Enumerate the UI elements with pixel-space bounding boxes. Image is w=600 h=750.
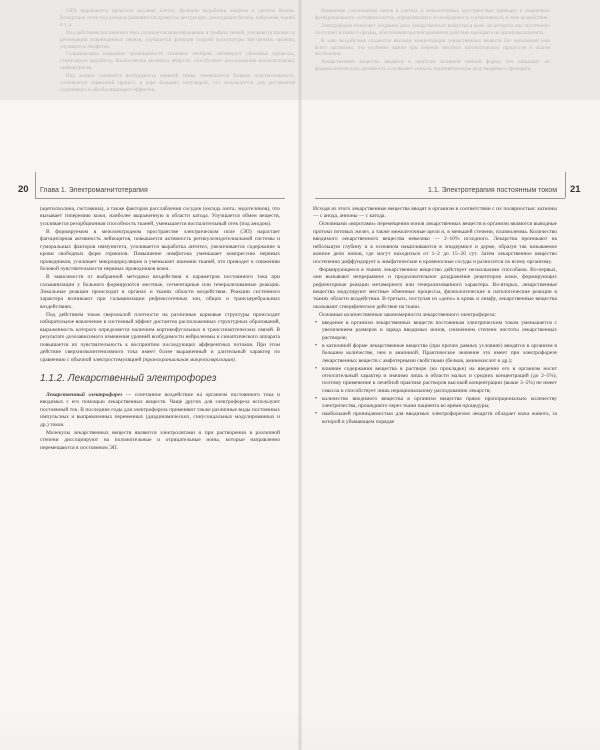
previous-paragraph: В зоне воздействия создаются высокие концентрации лекарственных веществ без насыщения ими всего организма, что особенно важно при лечении местных патологических процессов и очагов воспаления. [315,37,550,58]
previous-paragraph: (ЭП) нарушаются процессы дыхания клеток, функции выработки энергии и синтеза белков. Вследствие этого под катодом развиваются процессы деструкции, денатурации белков, набухания тканей и т. д. [60,8,295,28]
previous-paragraph: Электрофорез позволяет создавать депо лекарственного вещества в коже, из которого оно постепенно поступает в ткани и органы, обеспечивая пролонгированное действие препарата на организм пациента. [315,22,550,36]
left-header-rule [35,198,285,199]
previous-right-column [315,8,550,98]
bullet-item: • введение в организм лекарственных веществ постоянным электрическим током уменьшается с увеличением размеров и заряда вводимых ионов, снижением степени чистоты лекарственных растворов; [322,320,557,342]
definition-paragraph [40,392,280,429]
book-spine-fold [298,0,302,750]
left-running-header: Глава 1. Электромагнитотерапия [40,187,148,194]
right-page-body [313,206,557,427]
previous-paragraph: Под анодом снижается возбудимость нервной ткани, уменьшается болевая чувствительность, усиливается тормозной процесс в коре больших полушарий, что используется для достижения седативного и обезболивающего эффектов. [60,73,295,93]
body-paragraph: В формируемом в межэлектродном пространстве электрическом поле (ЭП) нарастает фагоцитарная активность лейкоцитов, повышается активность ретикулоэндотелиальной системы и гуморальных факторов иммунитета, усиливается выработка антител, увеличивается содержание в крови свободных форм гормонов. Повышение лимфотока уменьшает компрессию нервных проводников, усиливает микроциркуляцию и уменьшает ишемию тканей, что приводит к снижению болевой чувствительности нервных проводников кожи. [40,228,280,273]
right-running-header: 1.1. Электротерапия постоянным током [428,187,558,194]
bullet-item: • в катионной форме лекарственные вещества (при прочих равных условиях) вводятся в организм в большем количестве, чем в анионной. Практическое значение это имеет при электрофорезе лекарственных веществ с амфотерными свойствами (белков, аминокислот и др.); [322,343,557,365]
left-header-tick [35,172,36,198]
left-page-body [40,206,280,453]
defined-term: Лекарственный электрофорез [46,392,123,399]
body-paragraph: Молекулы лекарственных веществ являются электролитами и при растворении в различной степени диссоциируют на положительные и отрицательные ионы, которые направленно перемещаются в постоянном ЭП. [40,429,280,451]
previous-paragraph: Изменение соотношения ионов в клетках и межклеточных пространствах приводит к изменению функционального состояния клеток, определяющего их возбудимость и реактивность в зоне воздействия. [315,8,550,21]
body-paragraph [40,312,280,364]
previous-paragraph: Под действием постоянного тока улучшается кровообращение и трофика тканей, ускоряются процессы регенерации поврежденных нервов, улучшается функция гладкой мускулатуры внутренних органов, улучшается лимфоток. [60,29,295,50]
previous-paragraph: Лекарственные вещества вводятся в наиболее активной ионной форме, что повышает их фармакологическую активность и позволяет снизить терапевтическую дозу вводимого препарата. [315,59,550,73]
bottom-shade [0,710,600,750]
right-header-tick [565,172,566,198]
italic-term: (транскраниальная микрополяризация). [142,356,237,363]
body-paragraph: В зависимости от выбранной методики воздействия и параметров постоянного тока при гальванизации у больного формируются местные, сегментарные или генерализованные реакции. Локальные реакции происходят в органах и тканях области воздействия. Реакции системного характера возникают при гальванизации рефлексогенных зон, общих и трансцеребральных воздействиях. [40,274,280,310]
bullet-item: • количество вводимого вещества в организм вещества прямо пропорционально количеству электричества, прошедшего через ткани пациента во время процедуры; [322,396,557,411]
right-page-number: 21 [570,184,581,195]
previous-paragraph: Гальванизация повышает проницаемость тканевых мембран, активирует обменные процессы, стимулирует выработку биологически активных веществ, способствует рассасыванию воспалительных инфильтратов. [60,51,295,72]
right-header-rule [315,198,565,199]
left-page-number: 20 [18,184,29,195]
bullet-item: • наибольшей проницаемостью для вводимых электрофорезом лекарств обладает кожа живота, за которой в убывающем порядке [322,411,557,426]
body-paragraph: Формирующееся в тканях лекарственное вещество действует несколькими способами. Во-первых, они вызывают непрерывное и продолжительное раздражение рецепторов кожи, формирующих рефлекторные реакции метамерного или генерализованного характера. Во-вторых, лекарственные вещества модулируют местные обменные процессы, физиологические и патологические реакции в тканях области воздействия. В-третьих, поступая из «депо» в кровь и лимфу, лекарственные вещества оказывают специфическое действие на ткани. [313,266,557,310]
body-paragraph: Основные количественные закономерности лекарственного электрофореза: [319,311,496,318]
bullet-list [313,320,557,426]
bullet-item: • влияние содержания вещества в растворе (на прокладке) на введение его в организм носит относительный характер и значимо лишь в области малых и средних концентраций (до 2–5%), поэтому применение в лечебной практике растворов высокой концентрации (выше 3–5%) не имеет смысла и способствует лишь нерациональному расходованию лекарств; [322,366,557,396]
body-paragraph: Основными «воротами» перемещения ионов лекарственных веществ в организм являются выводные протоки потовых желез, а также межклеточные щели и, в меньшей степени, плазмолемма. Количество вводимого лекарственного вещества невелико — 2–10% исходного. Лекарства проникают на небольшую глубину и в основном накапливаются в эпидермисе и дерме, образуя так называемое кожное депо ионов, где могут находиться от 1–2 до 15–20 сут. Затем лекарственное вещество постепенно диффундирует в лимфатические и кровеносные сосуды и разносится по всему организму. [313,221,557,265]
body-paragraph-text: Под действием токов сверхмалой плотности на различные корковые структуры происходит избирательное вовлечение в системный эффект дистантно расположенных структурных образований, выраженность которого определяется наличием кортикофугальных и транссинаптических связей. В результате дозозависимого изменения уровней возбудимости нейролеммы и синаптического аппарата повышается их чувствительность к восприятию последующих афферентных потоков. При этом действие сверхнизкоинтенсивного тока имеет более выраженный и длительный характер по сравнению с обычной электростимуляцией [40,311,280,363]
section-title: 1.1.2. Лекарственный электрофорез [40,373,217,385]
body-paragraph: Исходя из этого лекарственные вещества вводят в организм в соответствии с их полярностью: катионы — с анода, анионы — с катода. [313,206,557,220]
body-paragraph: (ацетилхолина, гистамина), а также факторов расслабления сосудов (оксида азота, эндотелинов), что вызывает гиперемию кожи, наиболее выраженную в области катода. Улучшается обмен веществ, усиливается резорбционная способность тканей, уменьшается воспалительный отек (под анодом). [40,206,280,227]
definition-text: — сочетанное воздействие на организм постоянного тока и вводимых с его помощью лекарственных веществ. Чаще других для электрофореза используют постоянный ток. В последние годы для электрофореза применяют также различные виды постоянных импульсных и выпрямленных переменных (диадинамических, синусоидальных модулированных и др.) токов. [40,392,280,428]
previous-left-column [60,8,295,98]
